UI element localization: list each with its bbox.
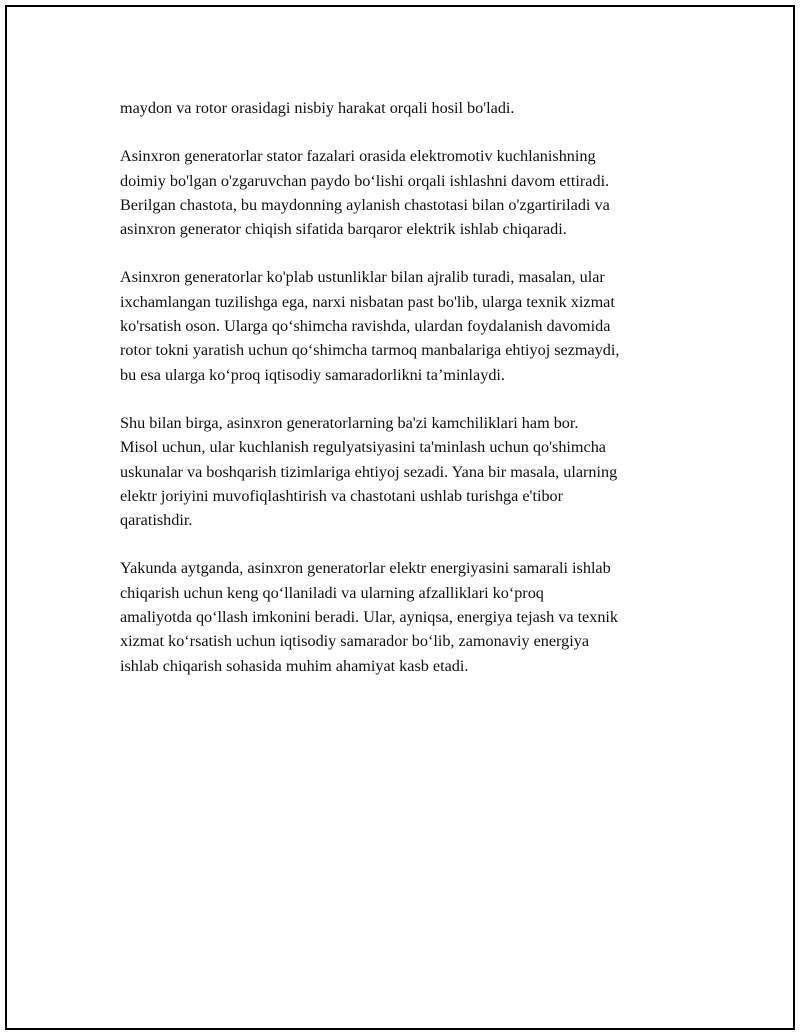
text-line: Misol uchun, ular kuchlanish regulyatsiyasini ta'minlash uchun qo'shimcha <box>120 438 606 457</box>
text-line: bu esa ularga ko‘proq iqtisodiy samaradorlikni ta’minlaydi. <box>120 365 505 384</box>
paragraph-3 <box>120 265 705 386</box>
text-line: rotor tokni yaratish uchun qo‘shimcha tarmoq manbalariga ehtiyoj sezmaydi, <box>120 341 620 360</box>
text-line: doimiy bo'lgan o'zgaruvchan paydo bo‘lishi orqali ishlashni davom ettiradi. <box>120 171 610 190</box>
text-line: amaliyotda qo‘llash imkonini beradi. Ular, ayniqsa, energiya tejash va texnik <box>120 608 619 627</box>
text-line: elektr joriyini muvofiqlashtirish va chastotani ushlab turishga e'tibor <box>120 486 564 505</box>
text-line: uskunalar va boshqarish tizimlariga ehtiyoj sezadi. Yana bir masala, ularning <box>120 462 618 481</box>
paragraph-1 <box>120 96 705 120</box>
text-line: maydon va rotor orasidagi nisbiy harakat orqali hosil bo'ladi. <box>120 99 515 117</box>
text-line: xizmat ko‘rsatish uchun iqtisodiy samarador bo‘lib, zamonaviy energiya <box>120 632 590 651</box>
text-line: chiqarish uchun keng qo‘llaniladi va ularning afzalliklari ko‘proq <box>120 583 544 602</box>
paragraph-4 <box>120 411 705 532</box>
text-line: asinxron generator chiqish sifatida barqaror elektrik ishlab chiqaradi. <box>120 220 567 239</box>
text-line: ko'rsatish oson. Ularga qo‘shimcha ravishda, ulardan foydalanish davomida <box>120 317 611 336</box>
text-line: Berilgan chastota, bu maydonning aylanish chastotasi bilan o'zgartiriladi va <box>120 195 610 214</box>
text-line: Asinxron generatorlar ko'plab ustunliklar bilan ajralib turadi, masalan, ular <box>120 268 605 287</box>
page-frame <box>5 5 795 1030</box>
paragraph-2 <box>120 144 705 241</box>
text-line: qaratishdir. <box>120 511 193 530</box>
text-line: ixchamlangan tuzilishga ega, narxi nisbatan past bo'lib, ularga texnik xizmat <box>120 292 615 311</box>
text-line: Yakunda aytganda, asinxron generatorlar elektr energiyasini samarali ishlab <box>120 559 611 578</box>
text-line: ishlab chiqarish sohasida muhim ahamiyat kasb etadi. <box>120 656 469 675</box>
page-content <box>120 96 705 702</box>
paragraph-5 <box>120 556 705 677</box>
text-line: Asinxron generatorlar stator fazalari orasida elektromotiv kuchlanishning <box>120 147 596 166</box>
text-line: Shu bilan birga, asinxron generatorlarning ba'zi kamchiliklari ham bor. <box>120 413 579 432</box>
